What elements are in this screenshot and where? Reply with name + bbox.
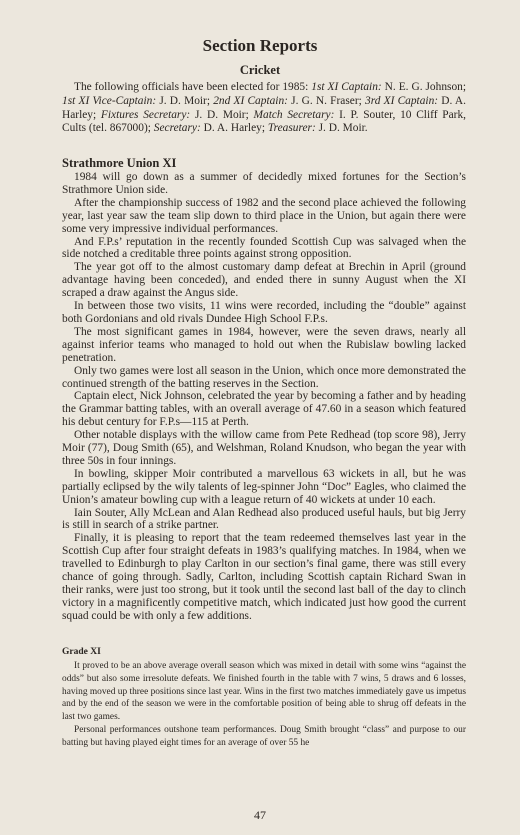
officials-text: The following officials have been elected for 1985: 1st XI Captain: N. E. G. Johnson; 1st XI Vice-Captain: J. D. Moir; 2nd XI Captain: J. G. N. Fraser; 3rd XI Captain: D. A. Harley; Fixtures Secretary: J. D. Moir; Match Secretary: I. P. Souter, 10 Cliff Park, Cults (tel. 867000); Secretary: D. A. Harley; Treasurer: J. D. Moir. (62, 81, 466, 135)
role-label: Secretary: (153, 122, 201, 135)
paragraph: Iain Souter, Ally McLean and Alan Redhead also produced useful hauls, but big Jerry is still in search of a strike partner. (62, 506, 466, 532)
officials-paragraph (62, 81, 466, 136)
paragraph: 1984 will go down as a summer of decidedly mixed fortunes for the Section’s Strathmore Union side. (62, 171, 466, 196)
grade-body (62, 660, 466, 750)
strathmore-body (62, 171, 466, 623)
role-label: 2nd XI Captain: (213, 94, 288, 107)
role-label: Treasurer: (267, 122, 316, 135)
paragraph: The most significant games in 1984, however, were the seven draws, nearly all against inferior teams who managed to hold out when the Rubislaw bowling lacked penetration. (62, 325, 466, 364)
role-label: 1st XI Vice-Captain: (62, 94, 157, 107)
paragraph: And F.P.s’ reputation in the recently founded Scottish Cup was salvaged when the side notched a creditable three points against strong opposition. (62, 235, 466, 261)
page-title: Section Reports (202, 36, 318, 55)
paragraph: In between those two visits, 11 wins were recorded, including the “double” against both Gordonians and old rivals Dundee High School F.P.s. (62, 300, 466, 325)
paragraph: Captain elect, Nick Johnson, celebrated the year by becoming a father and by heading the Grammar batting tables, with an overall average of 47.60 in a season which featured his debut century for F.P.s—115 at Perth. (62, 390, 466, 429)
section-subtitle: Cricket (239, 63, 281, 77)
role-label: Fixtures Secretary: (100, 108, 191, 121)
paragraph: Only two games were lost all season in the Union, which once more demonstrated the continued strength of the batting reserves in the Section. (62, 364, 466, 390)
role-label: 1st XI Captain: (311, 81, 382, 93)
role-label: 3rd XI Captain: (365, 94, 439, 107)
strathmore-heading: Strathmore Union XI (62, 156, 177, 170)
page-number: 47 (254, 808, 266, 822)
paragraph: It proved to be an above average overall season which was mixed in detail with some wins “against the odds” but also some irresolute defeats. We finished fourth in the table with 7 wins, 5 draws and 6 losses, having moved up three positions since last year. Wins in the first two matches immediately gave us impetus and by the end of the season we were in the comfortable position of being able to shrug off defeats in the last two games. (62, 661, 466, 723)
paragraph: Personal performances outshone team performances. Doug Smith brought “class” and purpose to our batting but having played eight times for an average of over 55 he (62, 724, 466, 748)
paragraph: Other notable displays with the willow came from Pete Redhead (top score 98), Jerry Moir (77), Doug Smith (65), and Welshman, Roland Knudson, who began the year with three 50s in four innings. (62, 429, 466, 467)
role-label: Match Secretary: (253, 108, 335, 121)
grade-heading: Grade XI (62, 647, 101, 657)
paragraph: In bowling, skipper Moir contributed a marvellous 63 wickets in all, but he was partially eclipsed by the wily talents of leg-spinner John “Doc” Eagles, who claimed the Union’s amateur bowling cup with a league return of 40 wickets at under 10 each. (62, 467, 466, 506)
paragraph: After the championship success of 1982 and the second place achieved the following year, last year saw the team slip down to third place in the Union, but again there were some very impressive individual performances. (62, 196, 466, 235)
paragraph: The year got off to the almost customary damp defeat at Brechin in April (ground advantage having been conceded), and ended there in sunny August when the XI scraped a draw against the Angus side. (62, 261, 466, 300)
paragraph: Finally, it is pleasing to report that the team redeemed themselves last year in the Scottish Cup after four straight defeats in 1983’s qualifying matches. In 1984, when we travelled to Edinburgh to play Carlton in our section’s final game, there was still every chance of going through. Sadly, Carlton, including Scottish captain Richard Swan in their ranks, were just too strong, but it took until the second last ball of the day to clinch victory in a magnificently competitive match, which indicated just how good the current squad could be with only a few additions. (62, 532, 466, 622)
